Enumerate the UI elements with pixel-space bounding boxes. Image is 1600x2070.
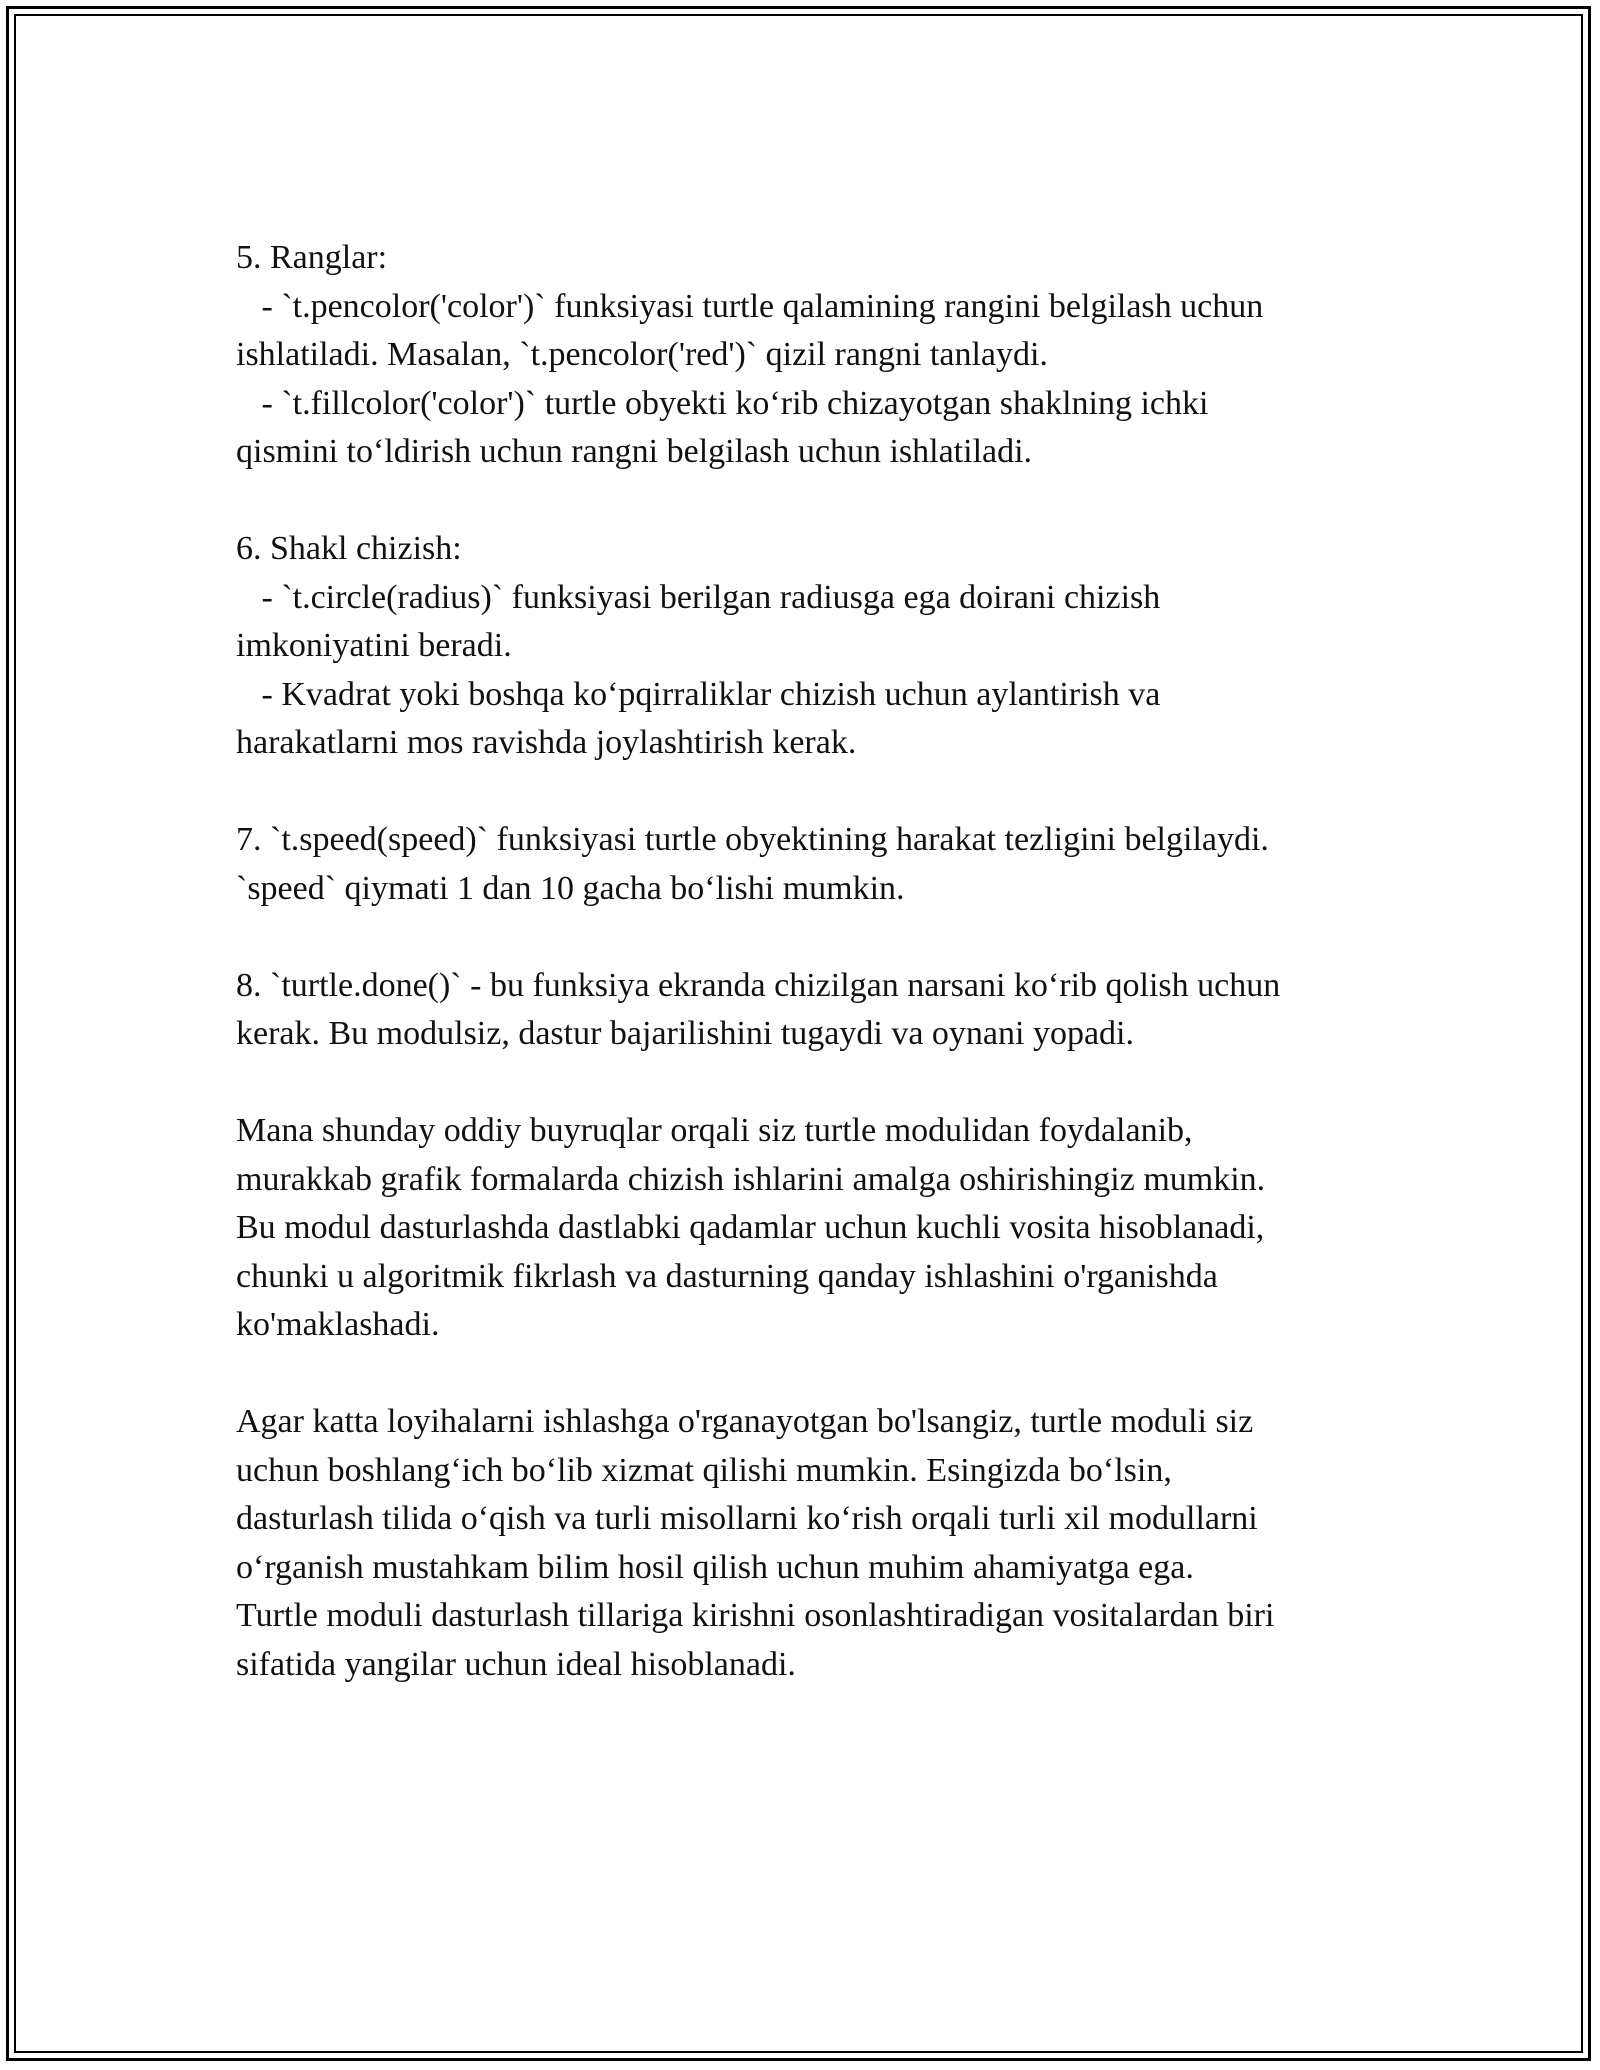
text-line: `speed` qiymati 1 dan 10 gacha bo‘lishi mumkin. [236,869,905,907]
section-shakl-chizish [236,525,1396,768]
text-line: kerak. Bu modulsiz, dastur bajarilishini tugaydi va oynani yopadi. [236,1015,1134,1052]
text-line: chunki u algoritmik fikrlash va dasturning qanday ishlashini o'rganishda [236,1257,1218,1295]
text-line: - `t.fillcolor('color')` turtle obyekti ko‘rib chizayotgan shaklning ichki [236,384,1209,422]
text-line: Turtle moduli dasturlash tillariga kirishni osonlashtiradigan vositalardan biri [236,1597,1275,1634]
text-line: o‘rganish mustahkam bilim hosil qilish uchun muhim ahamiyatga ega. [236,1548,1194,1586]
text-line: 8. `turtle.done()` - bu funksiya ekranda chizilgan narsani ko‘rib qolish uchun [236,966,1281,1004]
text-line: dasturlash tilida o‘qish va turli misollarni ko‘rish orqali turli xil modullarni [236,1500,1258,1537]
paragraph-conclusion [236,1398,1396,1689]
text-line: Bu modul dasturlashda dastlabki qadamlar uchun kuchli vosita hisoblanadi, [236,1209,1265,1246]
text-line: harakatlarni mos ravishda joylashtirish kerak. [236,724,857,761]
text-line: ishlatiladi. Masalan, `t.pencolor('red')` qizil rangni tanlaydi. [236,336,1048,373]
text-line: qismini to‘ldirish uchun rangni belgilash uchun ishlatiladi. [236,433,1033,470]
text-line: - `t.circle(radius)` funksiyasi berilgan radiusga ega doirani chizish [236,578,1161,616]
section-speed [236,816,1396,913]
section-done [236,962,1396,1059]
text-line: sifatida yangilar uchun ideal hisoblanadi. [236,1645,796,1683]
text-line: 7. `t.speed(speed)` funksiyasi turtle obyektining harakat tezligini belgilaydi. [236,821,1269,858]
section-heading: 6. Shakl chizish: [236,530,462,567]
text-line: ko'maklashadi. [236,1306,440,1343]
document-body [236,234,1396,1738]
text-line: Agar katta loyihalarni ishlashga o'rganayotgan bo'lsangiz, turtle moduli siz [236,1403,1254,1440]
section-heading: 5. Ranglar: [236,239,388,276]
text-line: imkoniyatini beradi. [236,627,512,664]
paragraph-summary [236,1107,1396,1350]
text-line: murakkab grafik formalarda chizish ishlarini amalga oshirishingiz mumkin. [236,1160,1266,1198]
text-line: - `t.pencolor('color')` funksiyasi turtle qalamining rangini belgilash uchun [236,287,1264,325]
text-line: uchun boshlang‘ich bo‘lib xizmat qilishi mumkin. Esingizda bo‘lsin, [236,1451,1172,1489]
section-ranglar [236,234,1396,477]
text-line: - Kvadrat yoki boshqa ko‘pqirraliklar chizish uchun aylantirish va [236,675,1161,713]
text-line: Mana shunday oddiy buyruqlar orqali siz turtle modulidan foydalanib, [236,1112,1193,1149]
